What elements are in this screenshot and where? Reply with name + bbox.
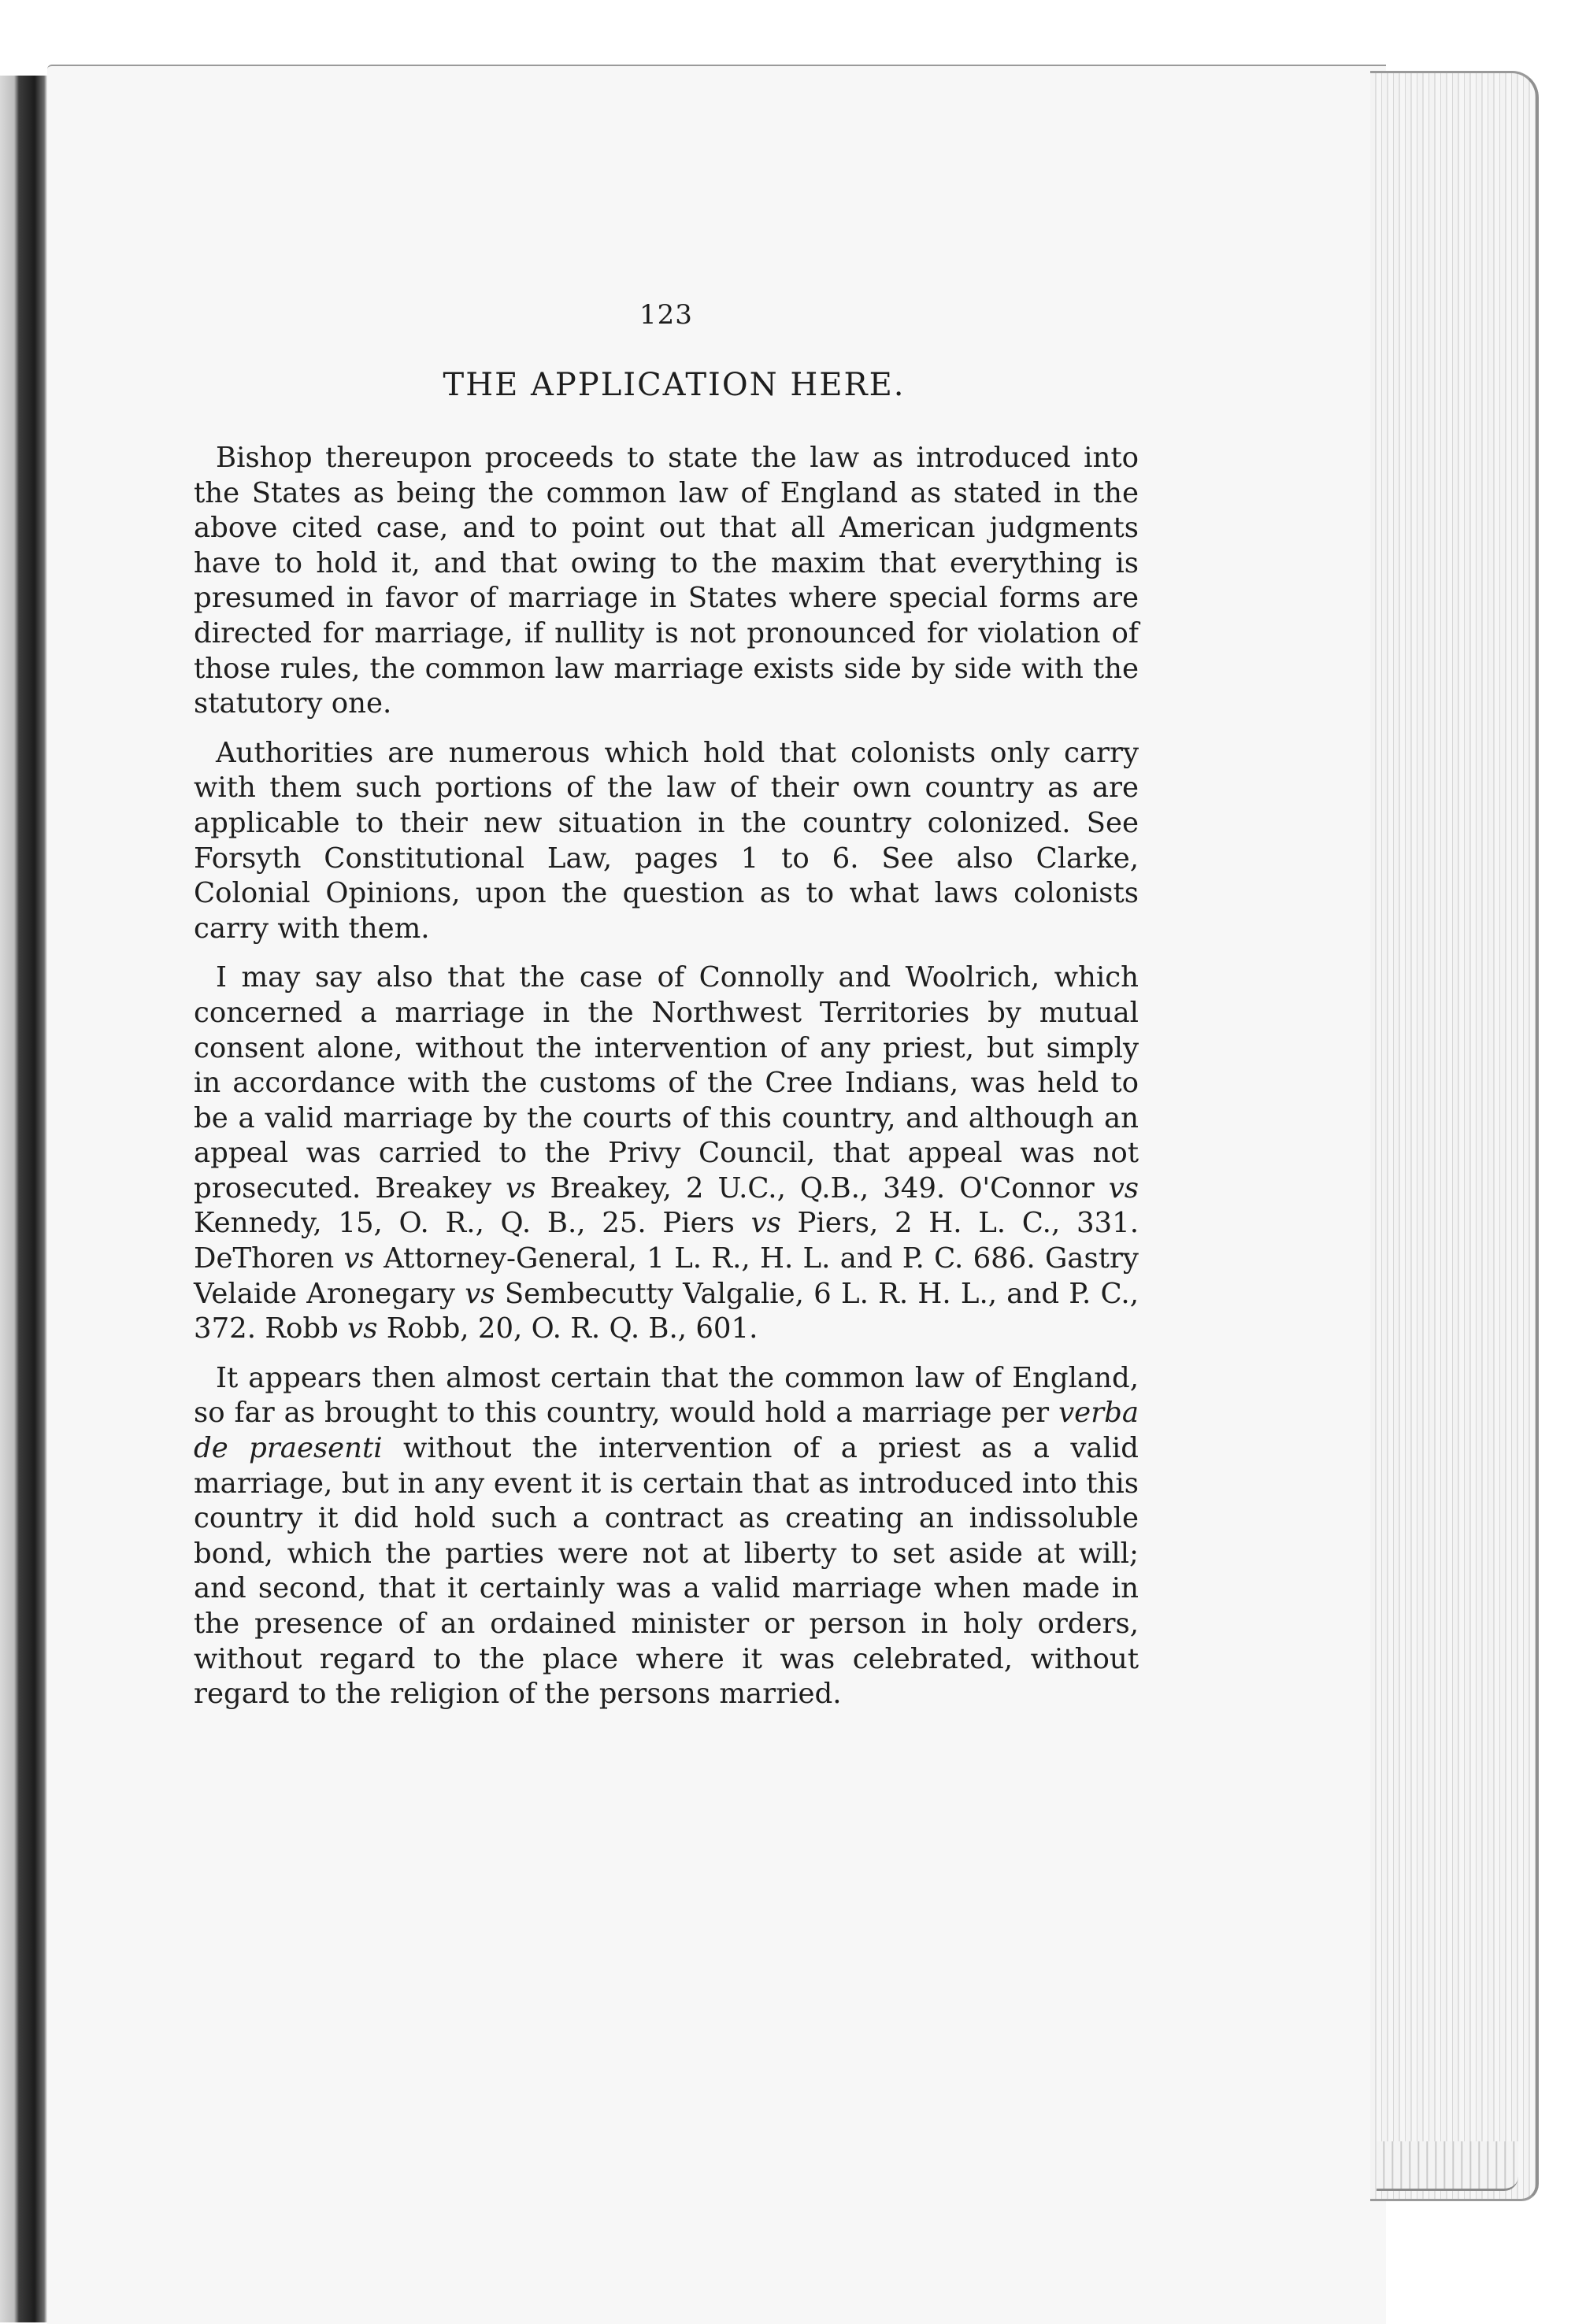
paragraph — [194, 1361, 1139, 1712]
case-versus: vs — [347, 1312, 378, 1345]
page-content — [194, 299, 1139, 1726]
page-number: 123 — [639, 299, 693, 331]
case-versus: vs — [465, 1277, 495, 1310]
paragraph — [194, 736, 1139, 947]
paragraph — [194, 441, 1139, 722]
case-versus: vs — [506, 1171, 536, 1205]
paragraph-text: without the intervention of a priest as a valid marriage, but in any event it is certain that as introduced into this country it did hold such a contract as creating an indissoluble bond, which the parties were not at liberty to set aside at will; and second, that it certainly was a valid marriage when made in the presence of an ordained minister or person in holy orders, without regard to the place where it was celebrated, without regard to the religion of the persons married. — [194, 1432, 1139, 1711]
paragraph-text: Robb, 20, O. R. Q. B., 601. — [377, 1312, 758, 1345]
paragraph — [194, 960, 1139, 1347]
page-title: THE APPLICATION HERE. — [443, 367, 906, 403]
page-edges-bottom — [1377, 2141, 1518, 2191]
paragraph-text: I may say also that the case of Connolly and Woolrich, which concerned a marriage in the Northwest Territories by mutual consent alone, without the intervention of any priest, but simply in accordance with the customs of the Cree Indians, was held to be a valid marriage by the courts of this country, and although an appeal was carried to the Privy Council, that appeal was not prosecuted. Breakey — [194, 961, 1139, 1205]
case-versus: vs — [343, 1242, 374, 1275]
paragraph-text: Kennedy, 15, O. R., Q. B., 25. Piers — [194, 1207, 751, 1240]
paragraph-text: Authorities are numerous which hold that colonists only carry with them such portions of the law of their own country as are applicable to their new situation in the country colonized. See Forsyth Constitutional Law, pages 1 to 6. See also Clarke, Colonial Opinions, upon the question as to what laws colonists carry with them. — [194, 736, 1139, 945]
paragraph-text: It appears then almost certain that the common law of England, so far as brought to this country, would hold a marriage per — [194, 1361, 1139, 1430]
paragraph-text: Sembecutty Valgalie, 6 L. R. H. L., and P. C., 372. Robb — [194, 1277, 1139, 1345]
latin-phrase: verba de praesenti — [194, 1397, 1139, 1465]
case-versus: vs — [1108, 1171, 1139, 1205]
book-spine — [0, 76, 47, 2322]
case-versus: vs — [750, 1207, 781, 1240]
page-edges — [1370, 71, 1539, 2201]
paragraph-text: Piers, 2 H. L. C., 331. DeThoren — [194, 1207, 1139, 1275]
paragraph-text: Bishop thereupon proceeds to state the law as introduced into the States as being the common law of England as stated in the above cited case, and to point out that all American judgments have to hold it, and that owing to the maxim that everything is presumed in favor of marriage in States where special forms are directed for marriage, if nullity is not pronounced for violation of those rules, the common law marriage exists side by side with the statutory one. — [194, 442, 1139, 720]
paragraph-text: Attorney-General, 1 L. R., H. L. and P. C. 686. Gastry Velaide Aronegary — [194, 1242, 1139, 1310]
paragraph-text: Breakey, 2 U.C., Q.B., 349. O'Connor — [535, 1171, 1109, 1205]
